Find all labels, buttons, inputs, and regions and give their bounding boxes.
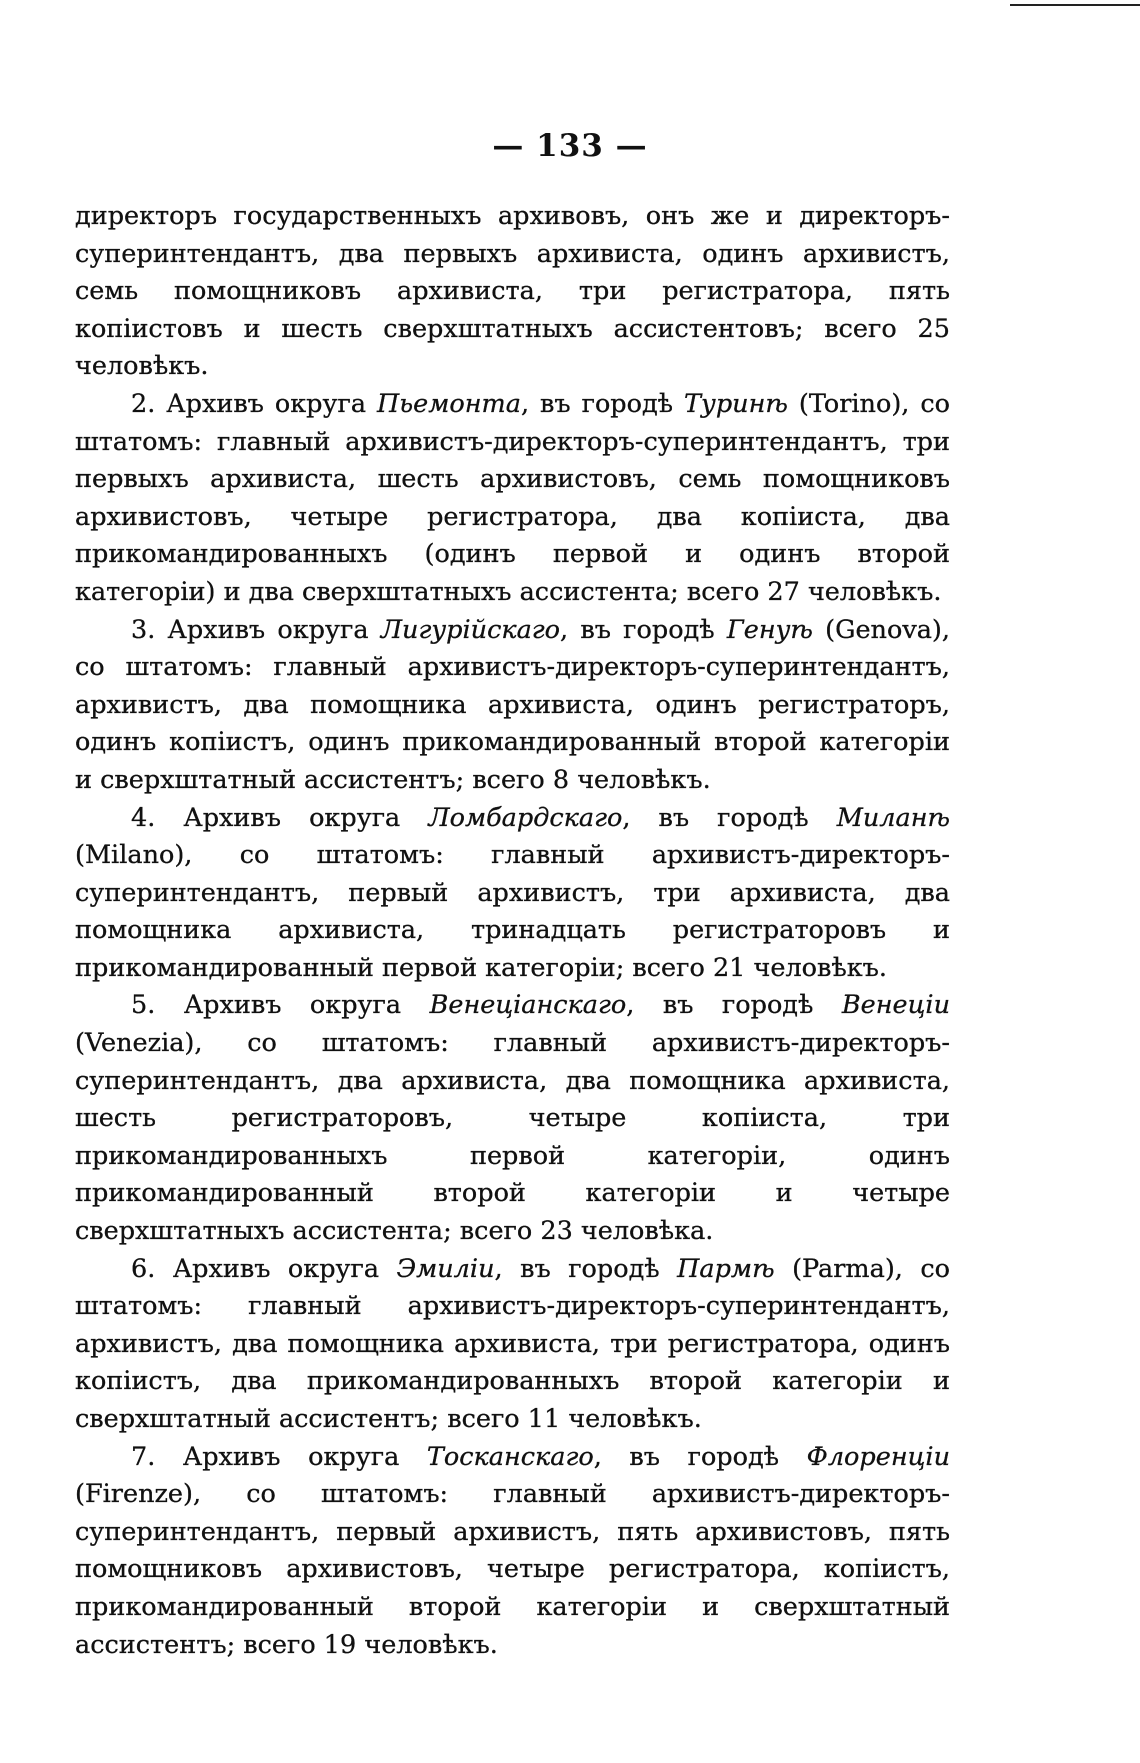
italic-place-name: Миланѣ (836, 802, 950, 833)
text-run: (Parma), со штатомъ: главный архивистъ-директоръ-суперинтендантъ, архивистъ, два помощника архивиста, три регистратора, одинъ копiистъ, два прикомандированныхъ второй категорiи и сверхштатный ассистентъ; всего 11 человѣкъ. (75, 1253, 950, 1434)
italic-place-name: Пьемонта (377, 388, 521, 419)
italic-place-name: Венецiи (841, 990, 950, 1021)
text-run: , въ городѣ (593, 1441, 807, 1472)
text-run: (Genova), со штатомъ: главный архивистъ-директоръ-суперинтендантъ, архивистъ, два помощника архивиста, одинъ регистраторъ, одинъ копiистъ, одинъ прикомандированный второй категорiи и сверхштатный ассистентъ; всего 8 человѣкъ. (75, 614, 950, 795)
text-run: , въ городѣ (622, 802, 837, 833)
paragraph (75, 800, 950, 988)
italic-place-name: Лигурiйскаго (380, 614, 561, 645)
text-run: (Venezia), со штатомъ: главный архивистъ-директоръ-суперинтендантъ, два архивиста, два помощника архивиста, шесть регистраторовъ, четыре копiиста, три прикомандированныхъ первой категорiи, одинъ прикомандированный второй категорiи и четыре сверхштатныхъ ассистента; всего 23 человѣка. (75, 1028, 950, 1247)
text-run: 6. Архивъ округа (131, 1253, 397, 1284)
text-run: 7. Архивъ округа (131, 1441, 427, 1472)
text-run: , въ городѣ (560, 614, 727, 645)
italic-place-name: Генуѣ (726, 614, 813, 645)
text-run: (Firenze), со штатомъ: главный архивистъ-директоръ-суперинтендантъ, первый архивистъ, пять архивистовъ, пять помощниковъ архивистовъ, четыре регистратора, копiистъ, прикомандированный второй категорiи и сверхштатный ассистентъ; всего 19 человѣкъ. (75, 1479, 950, 1660)
italic-place-name: Венецiанскаго (429, 990, 627, 1021)
text-run: директоръ государственныхъ архивовъ, онъ же и директоръ-суперинтендантъ, два первыхъ архивиста, одинъ архивистъ, семь помощниковъ архивиста, три регистратора, пять копiистовъ и шесть сверхштатныхъ ассистентовъ; всего 25 человѣкъ. (75, 201, 950, 382)
page-number: — 133 — (492, 128, 648, 164)
top-edge-rule (1010, 4, 1140, 6)
text-run: (Torino), со штатомъ: главный архивистъ-директоръ-суперинтендантъ, три первыхъ архивиста, шесть архивистовъ, семь помощниковъ архивистовъ, четыре регистратора, два копiиста, два прикомандированныхъ (одинъ первой и одинъ второй категорiи) и два сверхштатныхъ ассистента; всего 27 человѣкъ. (75, 388, 950, 607)
text-run: 5. Архивъ округа (131, 990, 430, 1021)
text-run: (Milano), со штатомъ: главный архивистъ-директоръ-суперинтендантъ, первый архивистъ, три архивиста, два помощника архивиста, тринадцать регистраторовъ и прикомандированный первой категорiи; всего 21 человѣкъ. (75, 840, 950, 983)
paragraph (75, 612, 950, 800)
italic-place-name: Туринѣ (684, 388, 788, 419)
italic-place-name: Флоренцiи (806, 1441, 950, 1472)
body-text (75, 198, 950, 1664)
text-run: , въ городѣ (520, 388, 685, 419)
text-run: , въ городѣ (626, 990, 842, 1021)
text-run: 3. Архивъ округа (131, 614, 381, 645)
italic-place-name: Ломбардскаго (428, 802, 623, 833)
italic-place-name: Эмилiи (396, 1253, 495, 1284)
text-run: 2. Архивъ округа (131, 388, 378, 419)
paragraph (75, 1439, 950, 1665)
text-run: 4. Архивъ округа (131, 802, 429, 833)
paragraph (75, 1251, 950, 1439)
paragraph (75, 987, 950, 1250)
italic-place-name: Пармѣ (677, 1253, 775, 1284)
paragraph (75, 386, 950, 612)
paragraph (75, 198, 950, 386)
text-run: , въ городѣ (494, 1253, 678, 1284)
italic-place-name: Тосканскаго (426, 1441, 594, 1472)
